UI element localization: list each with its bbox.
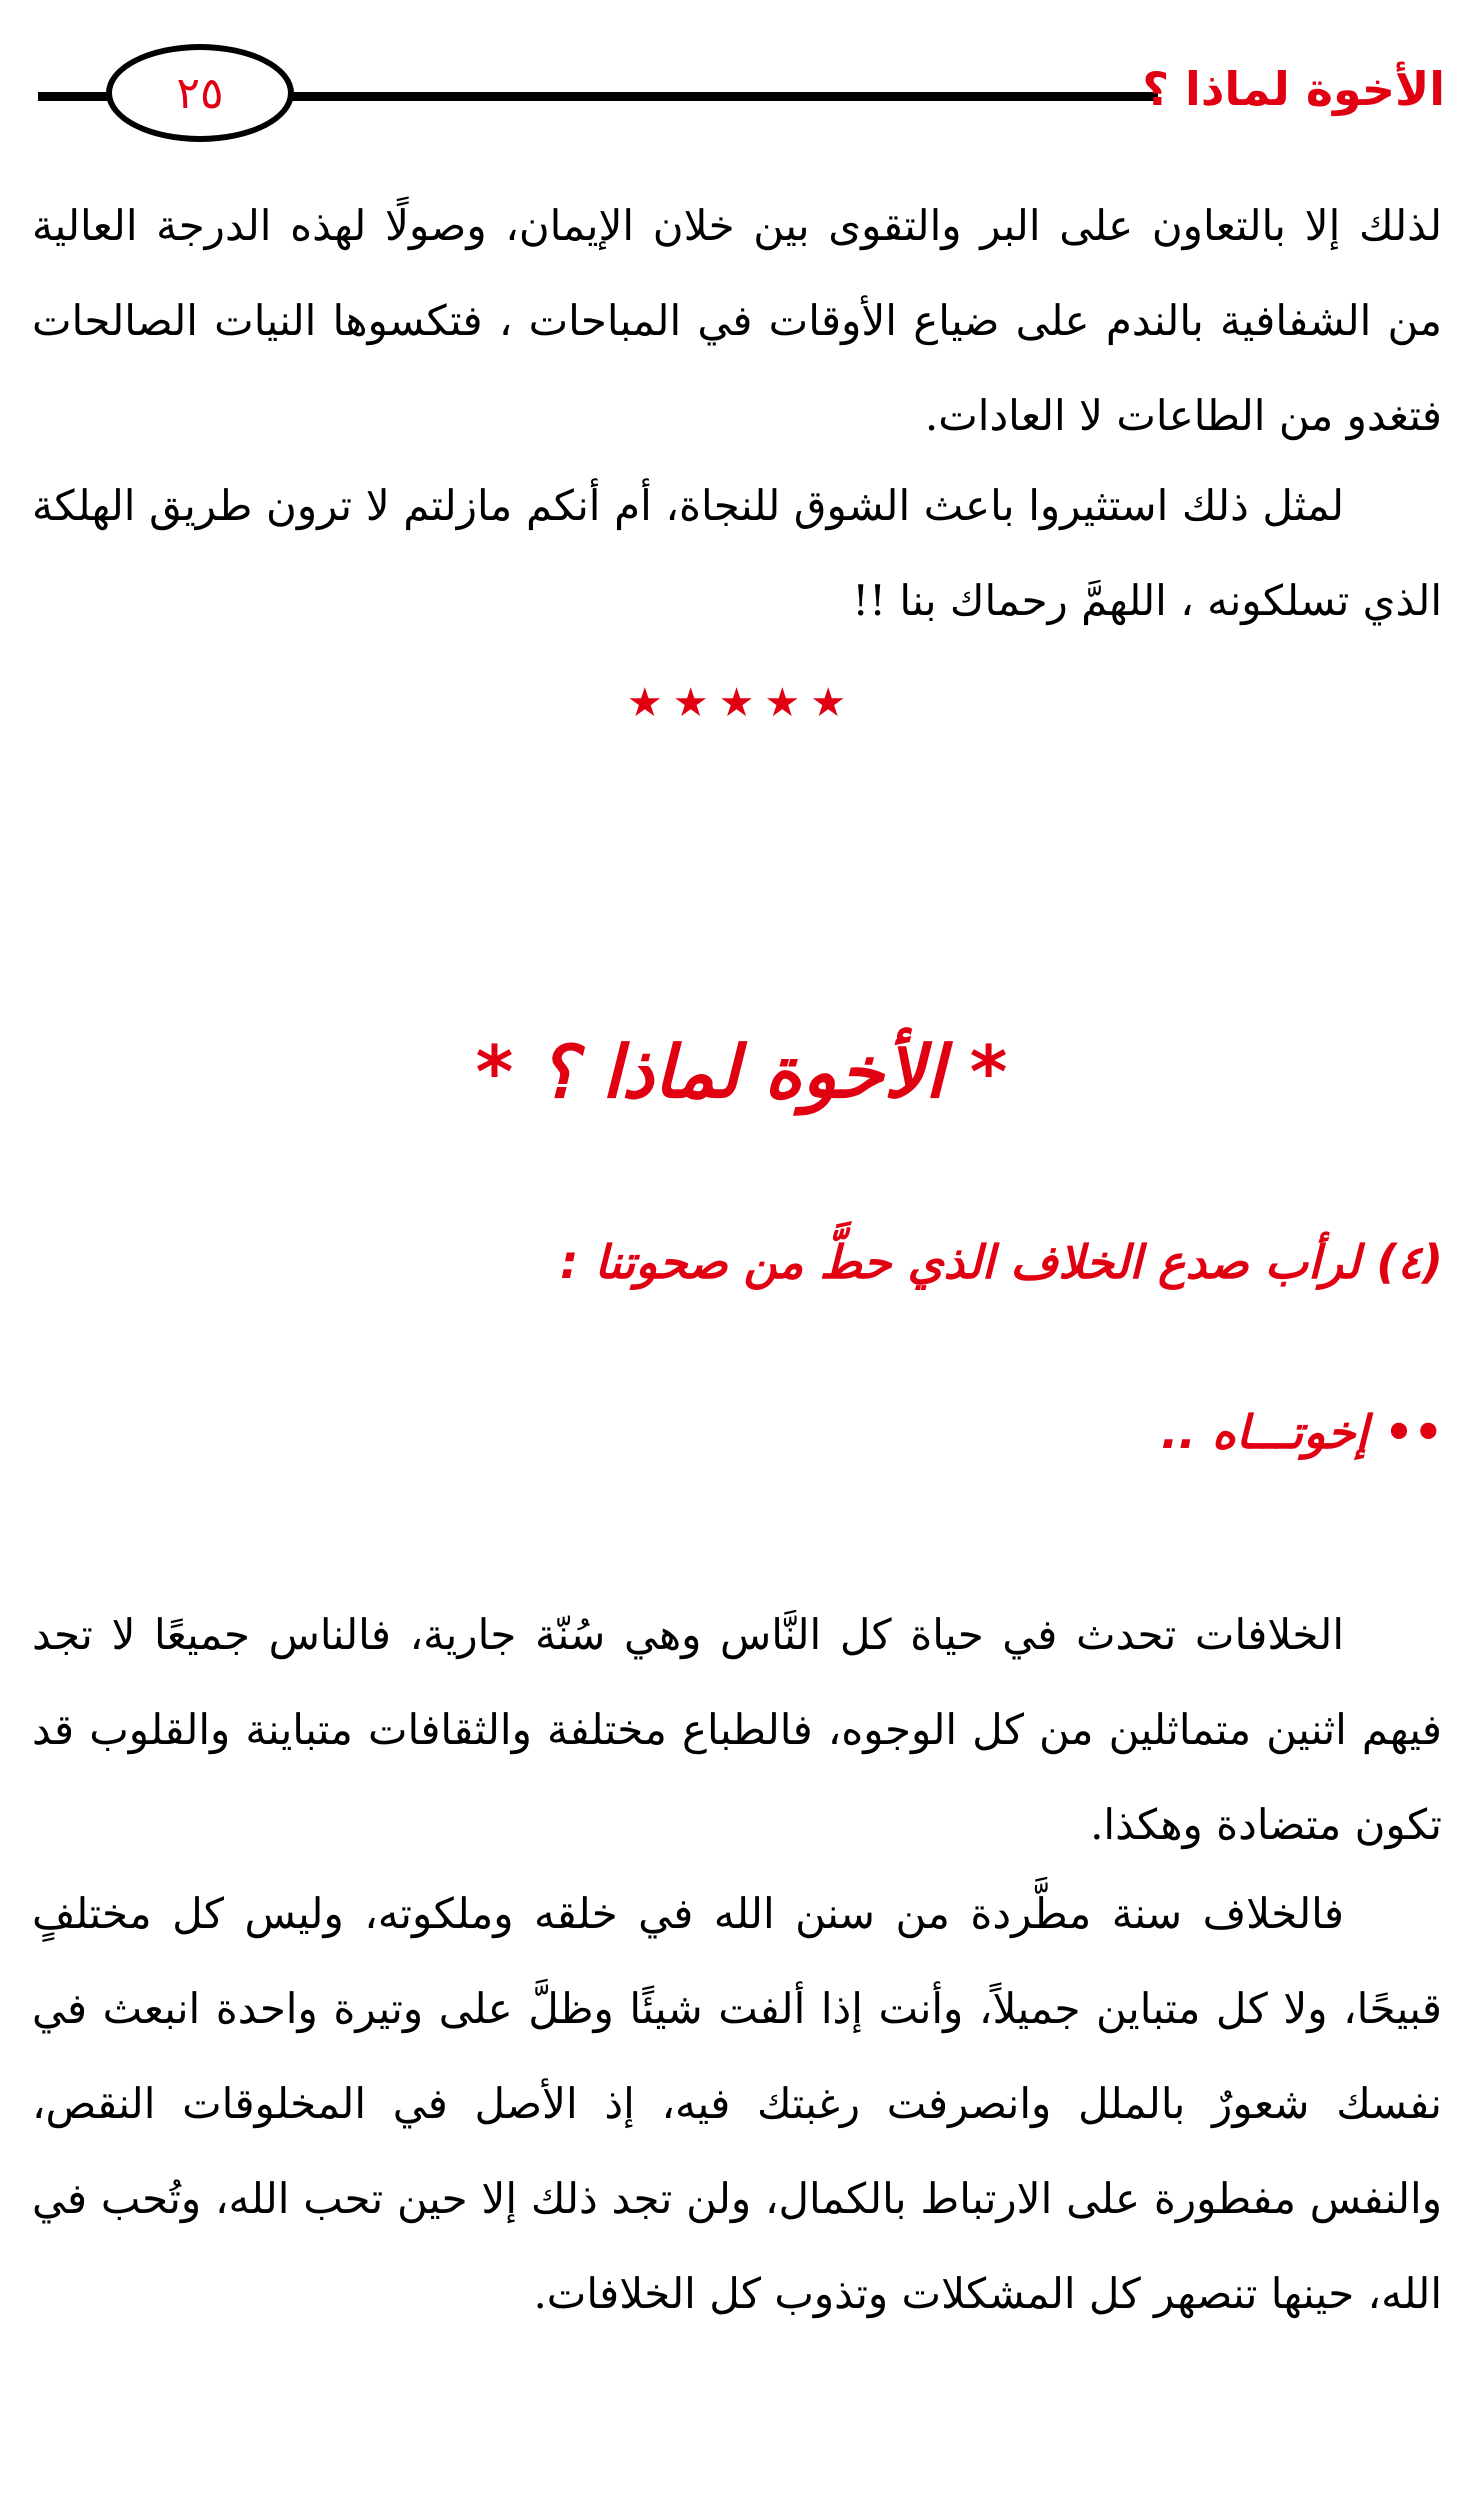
paragraph-differences: الخلافات تحدث في حياة كل النَّاس وهي سُنّة جارية، فالناس جميعًا لا تجد فيهم اثنين متماثلين من كل الوجوه، فالطباع مختلفة والثقافات متباينة والقلوب قد تكون متضادة وهكذا. <box>32 1610 1442 1849</box>
section-title: * الأخوة لماذا ؟ * <box>475 1030 1008 1114</box>
running-title: الأخوة لماذا ؟ <box>1142 62 1445 116</box>
paragraph-disagreement: فالخلاف سنة مطَّردة من سنن الله في خلقه وملكوته، وليس كل مختلفٍ قبيحًا، ولا كل متباين جميلاً، وأنت إذا ألفت شيئًا وظلَّ على وتيرة واحدة انبعث في نفسك شعورٌ بالملل وانصرفت رغبتك فيه، إذ الأصل في المخلوقات النقص، والنفس مفطورة على الارتباط بالكمال، ولن تجد ذلك إلا حين تحب الله، وتُحب في الله، حينها تنصهر كل المشكلات وتذوب كل الخلافات. <box>32 1889 1442 2318</box>
address-heading: •• إخوتـــاه .. <box>1160 1405 1443 1459</box>
paragraph-exhortation: لمثل ذلك استثيروا باعث الشوق للنجاة، أم أنكم مازلتم لا ترون طريق الهلكة الذي تسلكونه ، اللهمَّ رحماك بنا !! <box>32 481 1442 625</box>
paragraph-continuation: لذلك إلا بالتعاون على البر والتقوى بين خلان الإيمان، وصولًا لهذه الدرجة العالية من الشفافية بالندم على ضياع الأوقات في المباحات ، فتكسوها النيات الصالحات فتغدو من الطاعات لا العادات. <box>32 201 1442 440</box>
page-header <box>38 22 1445 152</box>
page-number-oval <box>106 44 294 142</box>
subheading: (٤) لرأب صدع الخلاف الذي حطَّ من صحوتنا : <box>560 1235 1443 1289</box>
page-number: ٢٥ <box>176 67 224 119</box>
star-separator: ★★★★★ <box>626 680 857 726</box>
